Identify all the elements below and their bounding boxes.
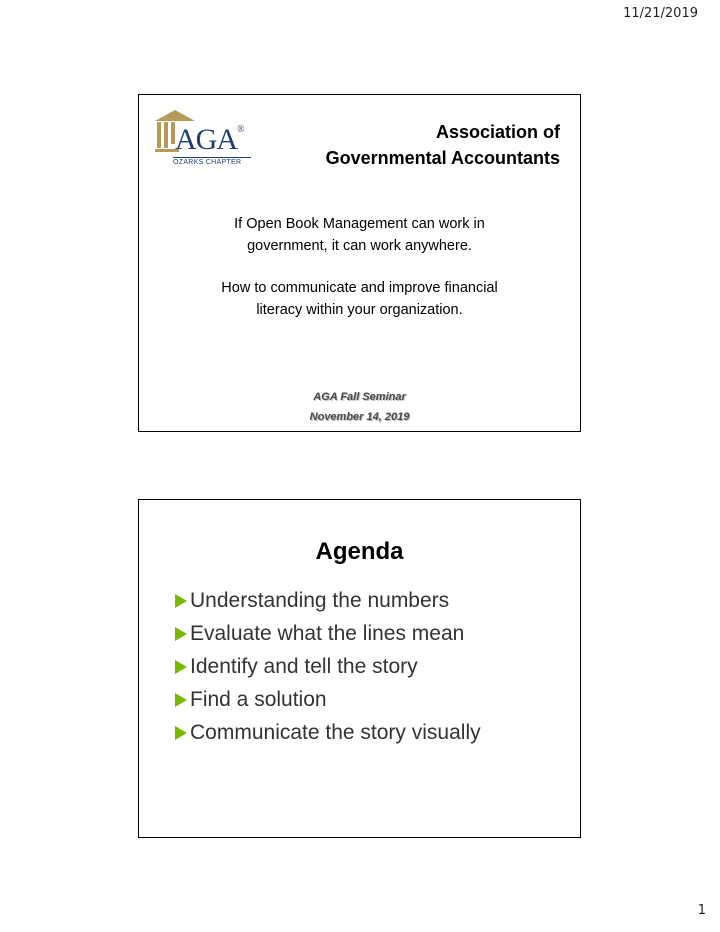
subtitle-open-book: If Open Book Management can work in government, it can work anywhere. [234,216,485,254]
agenda-item: Communicate the story visually [175,716,481,749]
triangle-bullet-icon [175,726,187,740]
triangle-bullet-icon [175,594,187,608]
agenda-item: Understanding the numbers [175,584,481,617]
triangle-bullet-icon [175,627,187,641]
agenda-item: Find a solution [175,683,481,716]
title-slide [138,94,581,432]
aga-logo [155,105,259,171]
header-date: 11/21/2019 [623,6,698,21]
triangle-bullet-icon [175,693,187,707]
triangle-bullet-icon [175,660,187,674]
organization-title [326,119,560,171]
seminar-name: AGA Fall Seminar [313,391,406,403]
agenda-slide [138,499,581,838]
seminar-date: November 14, 2019 [309,411,410,423]
subtitle-financial-literacy: How to communicate and improve financial literacy within your organization. [221,280,498,318]
agenda-title: Agenda [315,538,404,565]
org-title-line1: Association of [435,122,560,142]
agenda-item: Identify and tell the story [175,650,481,683]
logo-chapter: OZARKS CHAPTER [173,159,242,166]
agenda-list [175,584,481,749]
logo-wordmark: AGA® [175,123,244,156]
org-title-line2: Governmental Accountants [325,148,560,168]
agenda-item: Evaluate what the lines mean [175,617,481,650]
page-number: 1 [697,903,706,918]
